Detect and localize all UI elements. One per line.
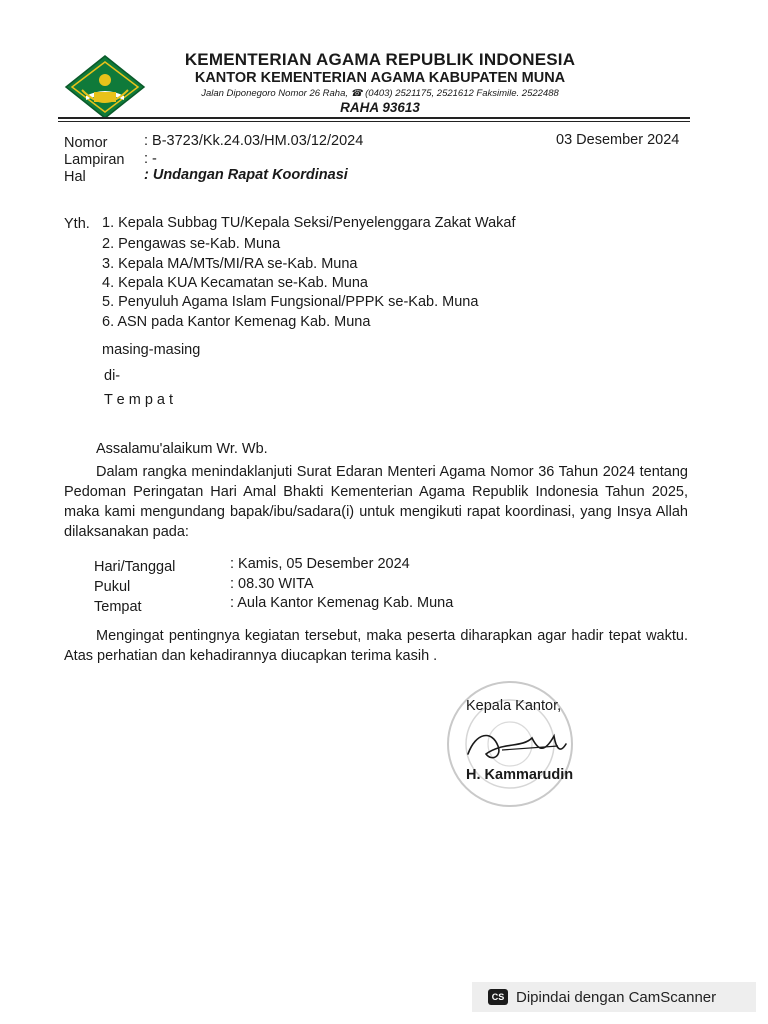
letter-date: 03 Desember 2024 [556,132,680,148]
nomor-label: Nomor [64,135,108,151]
recipient-masing: masing-masing [102,342,201,358]
letterhead-divider [58,117,690,119]
camscanner-banner [472,982,756,1012]
signature-name: H. Kammarudin [466,767,574,783]
recipient-item: 3. Kepala MA/MTs/MI/RA se-Kab. Muna [102,256,358,272]
lampiran-label: Lampiran [64,152,125,168]
letterhead-divider-thin [58,121,690,122]
closing-paragraph [64,626,688,666]
recipient-item: 1. Kepala Subbag TU/Kepala Seksi/Penyelenggara Zakat Wakaf [102,215,516,231]
lampiran-value: : - [144,151,157,167]
letterhead-ministry: KEMENTERIAN AGAMA REPUBLIK INDONESIA [184,50,576,69]
schedule-label: Hari/Tanggal [94,559,176,575]
hal-label: Hal [64,169,86,185]
greeting: Assalamu'alaikum Wr. Wb. [96,441,268,457]
camscanner-icon: CS [488,989,508,1005]
camscanner-label: Dipindai dengan CamScanner [516,988,717,1006]
hal-value: : Undangan Rapat Koordinasi [144,167,348,183]
letterhead [160,50,600,116]
schedule-value: : 08.30 WITA [230,576,314,592]
recipient-item: 2. Pengawas se-Kab. Muna [102,236,281,252]
letterhead-city: RAHA 93613 [340,100,420,115]
schedule-value: : Aula Kantor Kemenag Kab. Muna [230,595,454,611]
letterhead-address: Jalan Diponegoro Nomor 26 Raha, ☎ (0403) 2521175, 2521612 Faksimile. 2522488 [201,88,559,99]
nomor-value: : B-3723/Kk.24.03/HM.03/12/2024 [144,133,364,149]
signature-title: Kepala Kantor, [466,698,562,714]
recipient-di: di- [104,368,121,384]
recipient-item: 6. ASN pada Kantor Kemenag Kab. Muna [102,314,371,330]
schedule-label: Tempat [94,599,142,615]
schedule-label: Pukul [94,579,131,595]
body-paragraph [64,462,688,542]
closing-paragraph-text: Mengingat pentingnya kegiatan tersebut, maka peserta diharapkan agar hadir tepat waktu. Atas perhatian dan kehadirannya diucapkan terima kasih . [64,628,688,664]
handwritten-signature [462,724,572,768]
recipient-prefix: Yth. [64,216,90,232]
recipient-tempat: T e m p a t [104,392,174,408]
recipient-item: 4. Kepala KUA Kecamatan se-Kab. Muna [102,275,368,291]
body-paragraph-text: Dalam rangka menindaklanjuti Surat Edaran Menteri Agama Nomor 36 Tahun 2024 tentang Pedoman Peringatan Hari Amal Bhakti Kementerian Agama Republik Indonesia Tahun 2025, maka kami mengundang bapak/ibu/sadara(i) untuk mengikuti rapat koordinasi, yang Insya Allah dilaksanakan pada: [64,464,688,540]
recipient-item: 5. Penyuluh Agama Islam Fungsional/PPPK se-Kab. Muna [102,294,479,310]
schedule-value: : Kamis, 05 Desember 2024 [230,556,410,572]
ministry-logo [64,54,146,120]
letterhead-office: KANTOR KEMENTERIAN AGAMA KABUPATEN MUNA [194,70,566,86]
